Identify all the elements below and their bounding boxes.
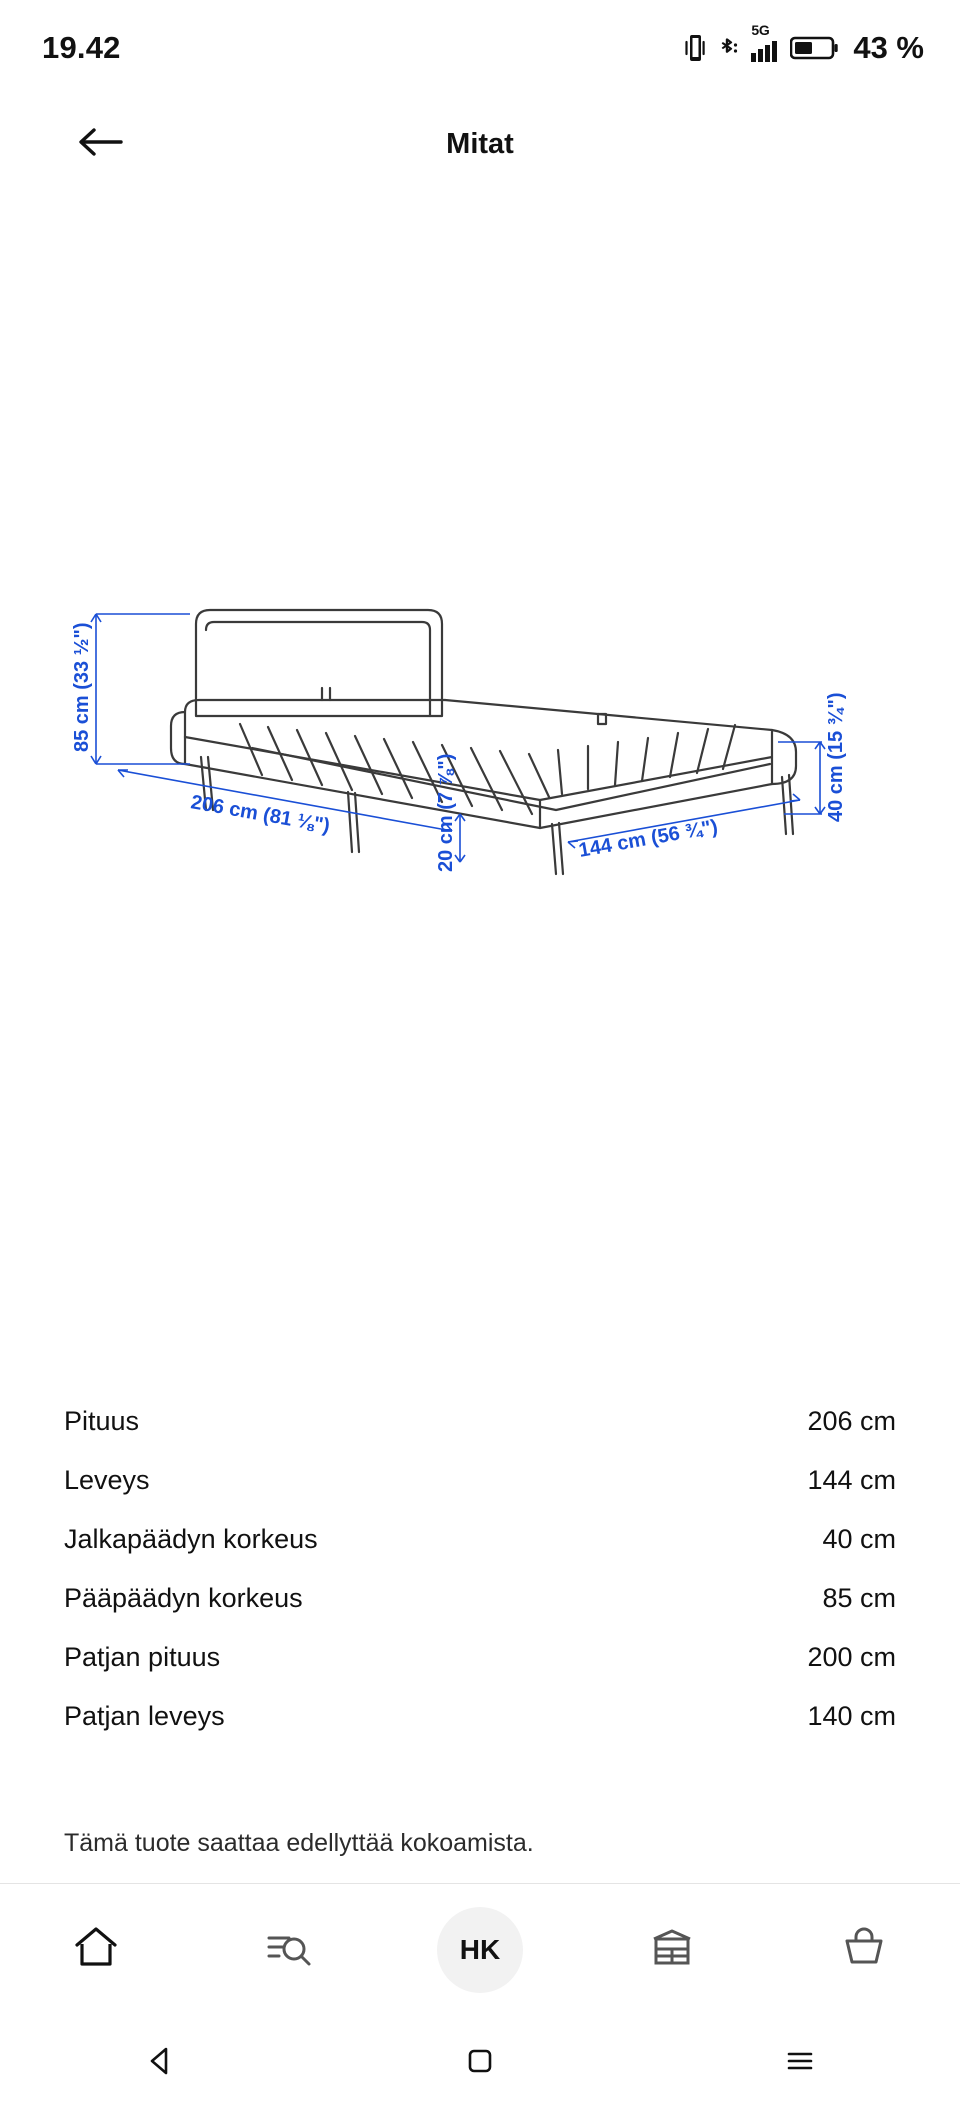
assembly-note: Tämä tuote saattaa edellyttää kokoamista. xyxy=(64,1829,534,1857)
battery-icon xyxy=(790,35,838,61)
spec-label: Pääpäädyn korkeus xyxy=(64,1583,303,1613)
spec-label: Pituus xyxy=(64,1406,140,1436)
nav-cart[interactable] xyxy=(804,1900,924,2000)
page-content xyxy=(0,192,960,2111)
nav-home[interactable] xyxy=(36,1900,156,2000)
menu-recents-icon xyxy=(783,2044,817,2083)
page-title: Mitat xyxy=(446,127,514,160)
profile-avatar: HK xyxy=(437,1907,523,1993)
nav-search[interactable] xyxy=(228,1900,348,2000)
nav-profile[interactable] xyxy=(420,1900,540,2000)
nav-stores[interactable] xyxy=(612,1900,732,2000)
bed-dimension-diagram xyxy=(0,552,960,882)
spec-label: Leveys xyxy=(64,1465,150,1495)
dim-footboard-height: 40 cm (15 ¾") xyxy=(825,692,847,822)
spec-value: 140 cm xyxy=(807,1701,896,1731)
app-bar xyxy=(0,96,960,192)
home-icon xyxy=(71,1922,121,1977)
spec-label: Jalkapäädyn korkeus xyxy=(64,1524,318,1554)
status-bar xyxy=(0,0,960,96)
dimension-spec-list xyxy=(0,1392,960,1746)
spec-row xyxy=(64,1510,896,1569)
spec-row xyxy=(64,1392,896,1451)
spec-row xyxy=(64,1569,896,1628)
cart-icon xyxy=(839,1922,889,1977)
vibrate-icon xyxy=(685,33,705,63)
battery-percent-label: 43 % xyxy=(853,30,924,65)
triangle-back-icon xyxy=(143,2044,177,2083)
spec-value: 85 cm xyxy=(822,1583,896,1613)
back-button[interactable] xyxy=(72,116,128,172)
dim-headboard-height: 85 cm (33 ½") xyxy=(71,622,93,752)
system-back-button[interactable] xyxy=(105,2028,215,2098)
spec-label: Patjan leveys xyxy=(64,1701,225,1731)
spec-value: 206 cm xyxy=(807,1406,896,1436)
back-arrow-icon xyxy=(77,125,123,164)
spec-value: 200 cm xyxy=(807,1642,896,1672)
bottom-navigation xyxy=(0,1883,960,2015)
spec-row xyxy=(64,1628,896,1687)
system-home-button[interactable] xyxy=(425,2028,535,2098)
system-recents-button[interactable] xyxy=(745,2028,855,2098)
square-home-icon xyxy=(463,2044,497,2083)
signal-icon xyxy=(749,22,779,64)
spec-row xyxy=(64,1451,896,1510)
search-icon xyxy=(263,1922,313,1977)
status-clock: 19.42 xyxy=(42,30,121,65)
dim-width: 144 cm (56 ¾") xyxy=(577,815,720,862)
system-navigation-bar xyxy=(0,2015,960,2111)
dim-clearance: 20 cm (7 ⅞") xyxy=(435,753,457,872)
spec-value: 144 cm xyxy=(807,1465,896,1495)
status-indicators xyxy=(685,22,924,66)
dim-length: 206 cm (81 ⅛") xyxy=(189,791,332,838)
spec-label: Patjan pituus xyxy=(64,1642,221,1672)
spec-value: 40 cm xyxy=(822,1524,896,1554)
network-type-label: 5G xyxy=(751,22,770,38)
spec-row xyxy=(64,1687,896,1746)
bluetooth-icon xyxy=(716,33,738,63)
stores-icon xyxy=(647,1922,697,1977)
